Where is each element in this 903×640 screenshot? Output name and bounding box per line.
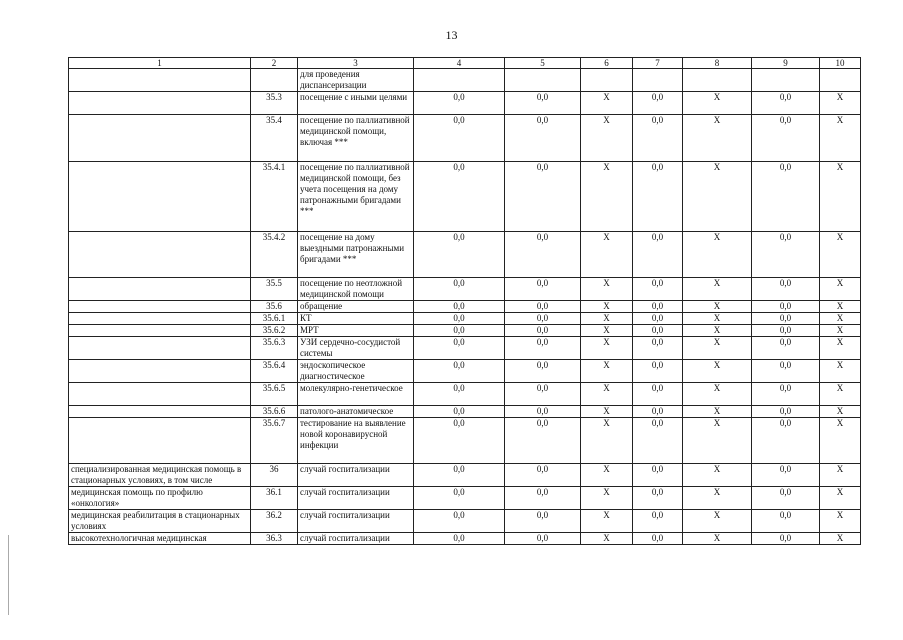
table-row	[69, 69, 861, 92]
cell-col8: X	[683, 383, 752, 406]
cell-col8: X	[683, 301, 752, 313]
table-row	[69, 533, 861, 545]
cell-col7: 0,0	[633, 464, 683, 487]
column-header: 6	[581, 58, 633, 69]
row-name: специализированная медицинская помощь в стационарных условиях, в том числе	[69, 464, 251, 487]
cell-col5: 0,0	[505, 115, 581, 162]
cell-col6: X	[581, 278, 633, 301]
cell-col9: 0,0	[752, 406, 820, 418]
cell-col8: X	[683, 325, 752, 337]
cell-col4: 0,0	[414, 533, 505, 545]
cell-col10: X	[820, 418, 861, 464]
cell-col5: 0,0	[505, 92, 581, 115]
cell-col7: 0,0	[633, 325, 683, 337]
cell-col8: X	[683, 337, 752, 360]
row-code: 35.6.5	[251, 383, 298, 406]
row-unit: посещение по паллиативной медицинской помощи, включая ***	[298, 115, 414, 162]
cell-col5: 0,0	[505, 313, 581, 325]
row-name	[69, 383, 251, 406]
cell-col6: X	[581, 232, 633, 278]
cell-col4: 0,0	[414, 360, 505, 383]
cell-col9: 0,0	[752, 487, 820, 510]
cell-col6: X	[581, 533, 633, 545]
cell-col8: X	[683, 92, 752, 115]
cell-col5: 0,0	[505, 337, 581, 360]
cell-col10: X	[820, 487, 861, 510]
cell-col9: 0,0	[752, 464, 820, 487]
cell-col9: 0,0	[752, 325, 820, 337]
row-unit: УЗИ сердечно-сосудистой системы	[298, 337, 414, 360]
cell-col8: X	[683, 232, 752, 278]
cell-col10: X	[820, 115, 861, 162]
row-name: медицинская реабилитация в стационарных условиях	[69, 510, 251, 533]
cell-col5: 0,0	[505, 232, 581, 278]
cell-col8: X	[683, 360, 752, 383]
cell-col4: 0,0	[414, 301, 505, 313]
cell-col4: 0,0	[414, 278, 505, 301]
cell-col6	[581, 69, 633, 92]
row-code: 35.3	[251, 92, 298, 115]
table-row	[69, 115, 861, 162]
cell-col5: 0,0	[505, 533, 581, 545]
cell-col7: 0,0	[633, 301, 683, 313]
row-name	[69, 92, 251, 115]
cell-col4	[414, 69, 505, 92]
cell-col5: 0,0	[505, 301, 581, 313]
row-unit: обращение	[298, 301, 414, 313]
cell-col8: X	[683, 533, 752, 545]
row-code: 35.6.1	[251, 313, 298, 325]
row-unit: случай госпитализации	[298, 533, 414, 545]
cell-col10: X	[820, 325, 861, 337]
cell-col7: 0,0	[633, 115, 683, 162]
table-row	[69, 487, 861, 510]
cell-col8: X	[683, 278, 752, 301]
row-name: медицинская помощь по профилю «онкология»	[69, 487, 251, 510]
cell-col10: X	[820, 464, 861, 487]
cell-col4: 0,0	[414, 383, 505, 406]
cell-col9: 0,0	[752, 418, 820, 464]
cell-col10: X	[820, 301, 861, 313]
scan-edge-line	[8, 535, 9, 615]
cell-col9	[752, 69, 820, 92]
row-unit: случай госпитализации	[298, 487, 414, 510]
cell-col9: 0,0	[752, 301, 820, 313]
cell-col10: X	[820, 383, 861, 406]
cell-col8: X	[683, 418, 752, 464]
row-unit: посещение по неотложной медицинской помощи	[298, 278, 414, 301]
cell-col7: 0,0	[633, 406, 683, 418]
cell-col7	[633, 69, 683, 92]
data-table	[68, 57, 861, 545]
cell-col4: 0,0	[414, 487, 505, 510]
cell-col9: 0,0	[752, 162, 820, 232]
row-code: 35.5	[251, 278, 298, 301]
row-code: 36.2	[251, 510, 298, 533]
table-row	[69, 418, 861, 464]
cell-col9: 0,0	[752, 313, 820, 325]
row-unit: КТ	[298, 313, 414, 325]
cell-col6: X	[581, 383, 633, 406]
cell-col5: 0,0	[505, 487, 581, 510]
cell-col5: 0,0	[505, 510, 581, 533]
row-name: высокотехнологичная медицинская	[69, 533, 251, 545]
row-unit: посещение на дому выездными патронажными бригадами ***	[298, 232, 414, 278]
table-row	[69, 92, 861, 115]
cell-col7: 0,0	[633, 337, 683, 360]
cell-col9: 0,0	[752, 510, 820, 533]
header-row	[69, 58, 861, 69]
row-unit: патолого-анатомическое	[298, 406, 414, 418]
cell-col6: X	[581, 464, 633, 487]
cell-col6: X	[581, 487, 633, 510]
row-code: 35.6.4	[251, 360, 298, 383]
cell-col10: X	[820, 162, 861, 232]
cell-col5: 0,0	[505, 418, 581, 464]
cell-col8: X	[683, 510, 752, 533]
cell-col7: 0,0	[633, 383, 683, 406]
column-header: 8	[683, 58, 752, 69]
table-row	[69, 232, 861, 278]
cell-col4: 0,0	[414, 406, 505, 418]
row-name	[69, 337, 251, 360]
table-row	[69, 337, 861, 360]
cell-col10: X	[820, 360, 861, 383]
cell-col4: 0,0	[414, 510, 505, 533]
row-code: 35.4.2	[251, 232, 298, 278]
row-code: 36.1	[251, 487, 298, 510]
table-row	[69, 162, 861, 232]
cell-col4: 0,0	[414, 418, 505, 464]
cell-col5	[505, 69, 581, 92]
table-row	[69, 301, 861, 313]
cell-col10: X	[820, 337, 861, 360]
cell-col10: X	[820, 92, 861, 115]
row-unit: посещение по паллиативной медицинской помощи, без учета посещения на дому патронажными бригадами ***	[298, 162, 414, 232]
column-header: 1	[69, 58, 251, 69]
table-row	[69, 278, 861, 301]
table-row	[69, 383, 861, 406]
cell-col6: X	[581, 92, 633, 115]
table-row	[69, 464, 861, 487]
column-header: 2	[251, 58, 298, 69]
cell-col10: X	[820, 278, 861, 301]
row-code: 35.6.7	[251, 418, 298, 464]
column-header: 4	[414, 58, 505, 69]
cell-col4: 0,0	[414, 464, 505, 487]
row-name	[69, 325, 251, 337]
column-header: 3	[298, 58, 414, 69]
cell-col10: X	[820, 313, 861, 325]
cell-col9: 0,0	[752, 115, 820, 162]
row-code: 35.4	[251, 115, 298, 162]
cell-col6: X	[581, 301, 633, 313]
cell-col4: 0,0	[414, 232, 505, 278]
cell-col7: 0,0	[633, 360, 683, 383]
table-row	[69, 406, 861, 418]
cell-col9: 0,0	[752, 383, 820, 406]
row-code: 35.6	[251, 301, 298, 313]
cell-col9: 0,0	[752, 232, 820, 278]
cell-col6: X	[581, 325, 633, 337]
cell-col7: 0,0	[633, 487, 683, 510]
row-code: 35.6.3	[251, 337, 298, 360]
cell-col6: X	[581, 406, 633, 418]
cell-col7: 0,0	[633, 278, 683, 301]
cell-col6: X	[581, 337, 633, 360]
row-name	[69, 278, 251, 301]
cell-col5: 0,0	[505, 360, 581, 383]
cell-col4: 0,0	[414, 162, 505, 232]
cell-col7: 0,0	[633, 313, 683, 325]
row-code: 35.6.2	[251, 325, 298, 337]
row-name	[69, 301, 251, 313]
cell-col8: X	[683, 406, 752, 418]
row-name	[69, 313, 251, 325]
cell-col9: 0,0	[752, 360, 820, 383]
cell-col7: 0,0	[633, 92, 683, 115]
cell-col6: X	[581, 418, 633, 464]
cell-col7: 0,0	[633, 418, 683, 464]
cell-col7: 0,0	[633, 162, 683, 232]
cell-col9: 0,0	[752, 92, 820, 115]
cell-col5: 0,0	[505, 162, 581, 232]
cell-col10: X	[820, 232, 861, 278]
cell-col8: X	[683, 464, 752, 487]
cell-col4: 0,0	[414, 313, 505, 325]
row-name	[69, 162, 251, 232]
cell-col5: 0,0	[505, 383, 581, 406]
row-name	[69, 360, 251, 383]
row-unit: случай госпитализации	[298, 510, 414, 533]
cell-col4: 0,0	[414, 92, 505, 115]
cell-col8: X	[683, 162, 752, 232]
row-unit: МРТ	[298, 325, 414, 337]
column-header: 9	[752, 58, 820, 69]
cell-col8	[683, 69, 752, 92]
cell-col8: X	[683, 313, 752, 325]
cell-col8: X	[683, 115, 752, 162]
cell-col7: 0,0	[633, 232, 683, 278]
table-row	[69, 325, 861, 337]
row-code: 36	[251, 464, 298, 487]
row-unit: эндоскопическое диагностическое	[298, 360, 414, 383]
cell-col10: X	[820, 510, 861, 533]
row-unit: посещение с иными целями	[298, 92, 414, 115]
cell-col6: X	[581, 313, 633, 325]
table-row	[69, 510, 861, 533]
column-header: 5	[505, 58, 581, 69]
cell-col9: 0,0	[752, 533, 820, 545]
cell-col5: 0,0	[505, 406, 581, 418]
row-name	[69, 69, 251, 92]
row-unit: молекулярно-генетическое	[298, 383, 414, 406]
table-row	[69, 313, 861, 325]
cell-col7: 0,0	[633, 533, 683, 545]
row-code: 35.6.6	[251, 406, 298, 418]
cell-col4: 0,0	[414, 115, 505, 162]
row-code: 36.3	[251, 533, 298, 545]
page-number: 13	[445, 28, 458, 42]
cell-col5: 0,0	[505, 464, 581, 487]
cell-col10: X	[820, 533, 861, 545]
cell-col10: X	[820, 406, 861, 418]
cell-col8: X	[683, 487, 752, 510]
cell-col9: 0,0	[752, 337, 820, 360]
cell-col4: 0,0	[414, 337, 505, 360]
table-row	[69, 360, 861, 383]
cell-col6: X	[581, 510, 633, 533]
cell-col6: X	[581, 162, 633, 232]
column-header: 10	[820, 58, 861, 69]
cell-col5: 0,0	[505, 278, 581, 301]
column-header: 7	[633, 58, 683, 69]
row-name	[69, 115, 251, 162]
cell-col10	[820, 69, 861, 92]
cell-col5: 0,0	[505, 325, 581, 337]
row-code	[251, 69, 298, 92]
row-unit: для проведения диспансеризации	[298, 69, 414, 92]
cell-col9: 0,0	[752, 278, 820, 301]
row-name	[69, 406, 251, 418]
cell-col4: 0,0	[414, 325, 505, 337]
cell-col6: X	[581, 360, 633, 383]
row-code: 35.4.1	[251, 162, 298, 232]
row-name	[69, 418, 251, 464]
cell-col7: 0,0	[633, 510, 683, 533]
cell-col6: X	[581, 115, 633, 162]
row-unit: тестирование на выявление новой коронавирусной инфекции	[298, 418, 414, 464]
row-unit: случай госпитализации	[298, 464, 414, 487]
row-name	[69, 232, 251, 278]
